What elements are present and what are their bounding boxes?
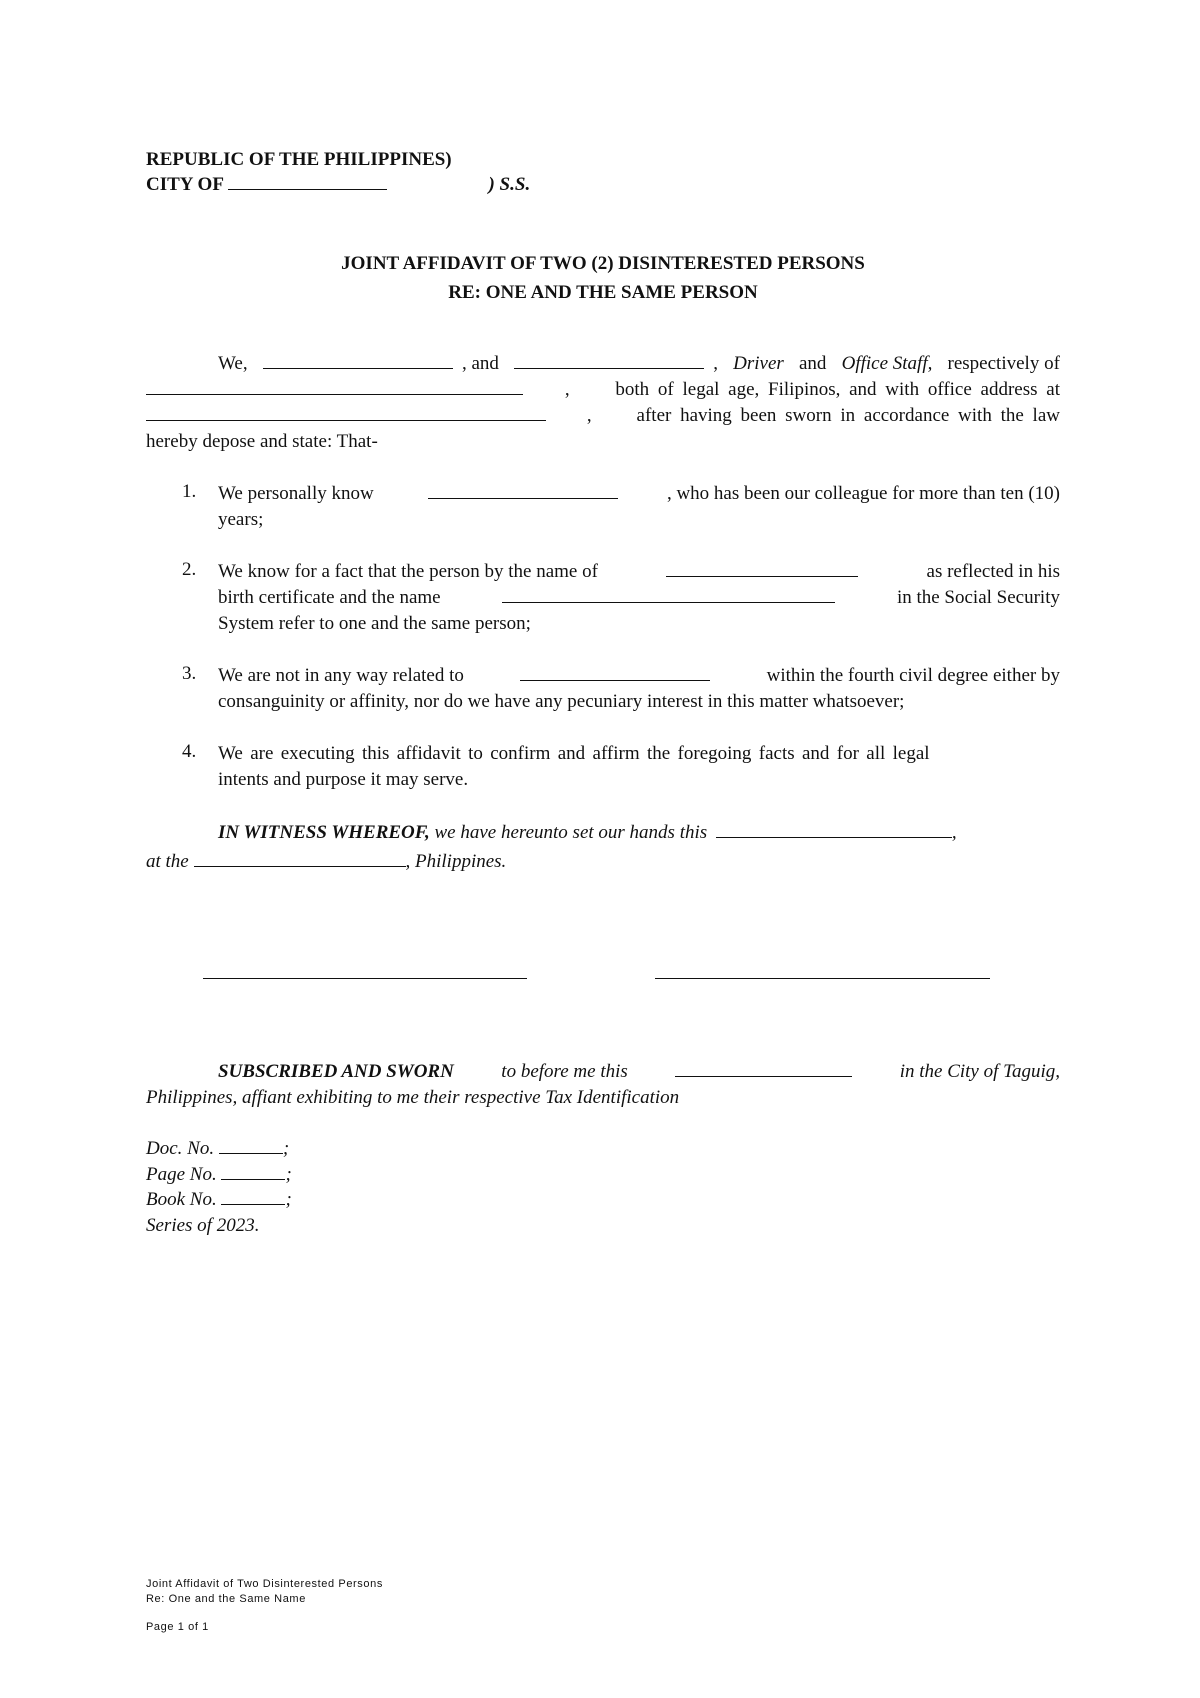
intro-and: , and [461, 353, 499, 374]
book-no-label: Book No. [146, 1189, 217, 1210]
footer-subtitle: Re: One and the Same Name [146, 1593, 306, 1605]
doc-no-row [146, 1136, 292, 1162]
affiant-company-blank[interactable] [146, 377, 523, 395]
item2-line-1 [218, 559, 1060, 585]
affiant-1-signature-line[interactable] [203, 977, 527, 979]
intro-we: We, [218, 353, 248, 374]
doc-no-label: Doc. No. [146, 1138, 215, 1159]
page-footer [146, 1577, 383, 1635]
item1-line-2: years; [218, 509, 264, 530]
jurat-line-1 [146, 1059, 1060, 1085]
list-number-3: 3. [182, 663, 197, 684]
list-item-1 [146, 481, 1060, 533]
item1-text-a: We personally know [218, 483, 374, 504]
item4-line-2: intents and purpose it may serve. [218, 769, 469, 790]
witness-at-the: at the [146, 851, 189, 872]
intro-line-3 [146, 403, 1060, 429]
list-item-3 [146, 663, 1060, 715]
item1-text-b: , who has been our colleague for more than ten (10) [666, 483, 1060, 504]
item3-line-1 [218, 663, 1060, 689]
item2-text-b: as reflected in his [926, 561, 1060, 582]
intro-l3-comma: , [586, 405, 592, 426]
intro-l2-text: both of legal age, Filipinos, and with office address at [615, 379, 1060, 400]
item3-line-2: consanguinity or affinity, nor do we have any pecuniary interest in this matter whatsoever; [218, 691, 905, 712]
intro-respectively: respectively of [947, 353, 1060, 374]
item4-line-1: We are executing this affidavit to confirm and affirm the foregoing facts and for all legal [218, 743, 930, 764]
sss-name-blank[interactable] [502, 585, 835, 603]
witness-line-2 [146, 847, 1060, 876]
item2-text-c: birth certificate and the name [218, 587, 441, 608]
intro-comma: , [713, 353, 718, 374]
witness-date-blank[interactable] [716, 820, 952, 838]
book-no-semicolon: ; [285, 1189, 292, 1210]
item2-text-a: We know for a fact that the person by the name of [218, 561, 598, 582]
witness-philippines: , Philippines. [405, 851, 507, 872]
page-no-semicolon: ; [285, 1163, 292, 1185]
office-address-blank[interactable] [146, 403, 546, 421]
doc-no-blank[interactable] [219, 1136, 283, 1154]
item2-text-d: in the Social Security [896, 587, 1060, 608]
birth-certificate-name-blank[interactable] [666, 559, 858, 577]
doc-no-semicolon: ; [282, 1138, 290, 1159]
title-line-2: RE: ONE AND THE SAME PERSON [448, 282, 758, 303]
intro-line-1 [146, 351, 1060, 377]
list-number-2: 2. [182, 559, 197, 580]
intro-line-2 [146, 377, 1060, 403]
affiant-2-signature-line[interactable] [655, 977, 990, 979]
page-no-blank[interactable] [221, 1162, 285, 1180]
series-row: Series of 2023. [146, 1214, 260, 1236]
item1-line-1 [218, 481, 1060, 507]
list-number-4: 4. [182, 741, 197, 762]
intro-and-2: and [798, 353, 827, 374]
venue-ss: ) S.S. [488, 174, 531, 195]
footer-title: Joint Affidavit of Two Disinterested Persons [146, 1578, 383, 1590]
witness-bold: IN WITNESS WHEREOF, [218, 822, 430, 843]
intro-l3-text: after having been sworn in accordance with the law [636, 405, 1060, 426]
footer-page-number: Page 1 of 1 [146, 1621, 209, 1633]
venue-line-republic: REPUBLIC OF THE PHILIPPINES) [146, 149, 452, 170]
list-item-4 [146, 741, 1060, 793]
item2-line-3: System refer to one and the same person; [218, 613, 531, 634]
jurat-text-b: in the City of Taguig, [899, 1061, 1060, 1082]
title-line-1: JOINT AFFIDAVIT OF TWO (2) DISINTERESTED PERSONS [341, 253, 865, 274]
jurat-text-a: to before me this [501, 1061, 628, 1082]
book-no-row [146, 1187, 292, 1213]
item3-text-b: within the fourth civil degree either by [766, 665, 1060, 686]
venue-header [146, 147, 530, 197]
jurat-paragraph [146, 1059, 1060, 1111]
page-no-label: Page No. [146, 1163, 217, 1185]
page-no-row [146, 1162, 292, 1188]
item3-text-a: We are not in any way related to [218, 665, 464, 686]
witness-paragraph [146, 818, 1060, 876]
book-no-blank[interactable] [221, 1187, 285, 1205]
witness-line-1 [146, 818, 1060, 847]
jurat-bold: SUBSCRIBED AND SWORN [218, 1061, 454, 1082]
witness-place-blank[interactable] [194, 849, 406, 867]
intro-office-staff: Office Staff, [841, 353, 933, 374]
item2-line-2 [218, 585, 1060, 611]
affiant-1-name-blank[interactable] [263, 351, 453, 369]
intro-l2-comma: , [564, 379, 570, 400]
list-number-1: 1. [182, 481, 197, 502]
witness-comma: , [951, 822, 957, 843]
notarial-register [146, 1136, 292, 1238]
city-blank[interactable] [228, 172, 387, 190]
intro-driver: Driver [733, 353, 784, 374]
witness-text: we have hereunto set our hands this [434, 822, 708, 843]
venue-city-label: CITY OF [146, 174, 224, 195]
affiant-2-name-blank[interactable] [514, 351, 704, 369]
related-person-blank[interactable] [520, 663, 710, 681]
document-title [146, 249, 1060, 307]
venue-line-city [146, 172, 530, 197]
intro-paragraph [146, 351, 1060, 455]
jurat-line-2: Philippines, affiant exhibiting to me their respective Tax Identification [146, 1087, 680, 1108]
list-item-2 [146, 559, 1060, 637]
intro-line-4: hereby depose and state: That- [146, 431, 378, 452]
jurat-date-blank[interactable] [675, 1059, 852, 1077]
colleague-name-blank[interactable] [428, 481, 618, 499]
